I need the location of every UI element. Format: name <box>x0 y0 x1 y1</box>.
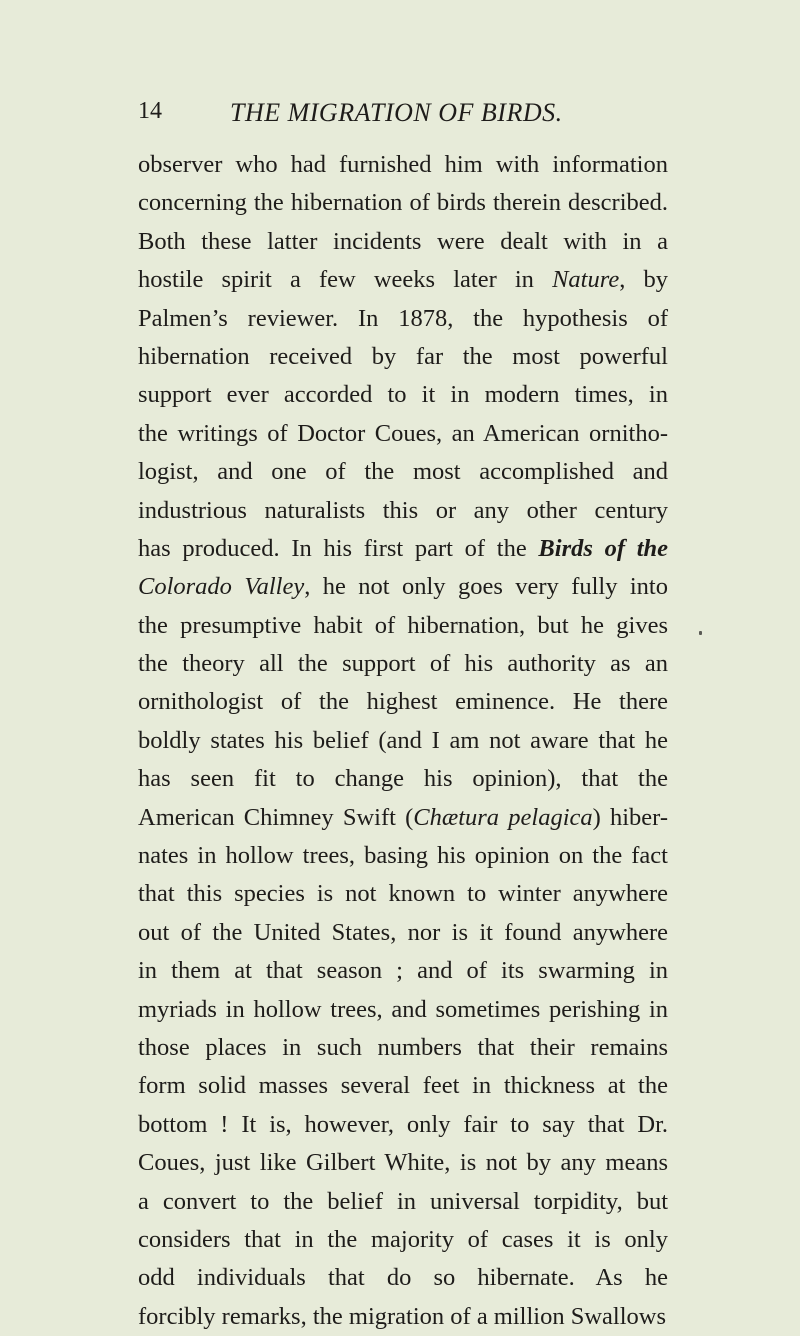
text-line <box>138 875 668 913</box>
text-segment: logist, and one of the most accomplished and <box>138 458 668 486</box>
text-line <box>138 376 668 414</box>
text-segment: considers that in the majority of cases it is only <box>138 1225 668 1253</box>
text-line <box>138 799 668 837</box>
text-segment: Palmen’s reviewer. In 1878, the hypothesis of <box>138 304 668 332</box>
text-line <box>138 1067 668 1105</box>
text-line <box>138 300 668 338</box>
text-segment: the presumptive habit of hibernation, but he gives <box>138 611 668 639</box>
text-segment: support ever accorded to it in modern times, in <box>138 381 668 409</box>
text-line <box>138 760 668 798</box>
text-segment: , by <box>619 266 668 294</box>
text-line <box>138 568 668 606</box>
text-line <box>138 991 668 1029</box>
text-segment: hibernation received by far the most powerful <box>138 342 668 370</box>
text-segment: boldly states his belief (and I am not aware that he <box>138 726 668 754</box>
text-segment: odd individuals that do so hibernate. As he <box>138 1264 668 1292</box>
text-line <box>138 261 668 299</box>
text-line <box>138 607 668 645</box>
text-line <box>138 146 668 184</box>
text-line <box>138 530 668 568</box>
margin-speck <box>699 631 702 635</box>
text-line <box>138 1259 668 1297</box>
text-segment: American Chimney Swift ( <box>138 803 414 831</box>
text-line <box>138 1144 668 1182</box>
running-title: THE MIGRATION OF BIRDS. <box>230 98 563 127</box>
body-text <box>138 146 668 1336</box>
text-line <box>138 1029 668 1067</box>
text-segment: forcibly remarks, the migration of a million Swallows <box>138 1302 667 1330</box>
text-segment: Chætura pelagica <box>413 803 593 831</box>
text-segment: that this species is not known to winter anywhere <box>138 880 668 908</box>
text-line <box>138 645 668 683</box>
text-segment: observer who had furnished him with information <box>138 151 668 178</box>
text-segment: the theory all the support of his authority as an <box>138 650 668 678</box>
text-segment: myriads in hollow trees, and sometimes perishing in <box>138 995 668 1023</box>
text-line <box>138 683 668 721</box>
text-segment: those places in such numbers that their remains <box>138 1033 668 1061</box>
text-line <box>138 223 668 261</box>
text-segment: Birds of the <box>538 534 668 562</box>
text-line <box>138 415 668 453</box>
text-segment: has seen fit to change his opinion), that the <box>138 765 668 793</box>
text-segment: nates in hollow trees, basing his opinion on the fact <box>138 842 668 870</box>
page-number: 14 <box>138 98 162 124</box>
page-header <box>138 98 668 134</box>
text-segment: Nature <box>552 266 620 294</box>
text-line <box>138 952 668 990</box>
text-segment: in them at that season ; and of its swarming in <box>138 957 668 985</box>
text-segment: has produced. In his first part of the <box>138 534 539 562</box>
text-line <box>138 1221 668 1259</box>
text-line <box>138 1298 668 1336</box>
text-segment: form solid masses several feet in thickness at the <box>138 1072 668 1100</box>
text-line <box>138 492 668 530</box>
text-segment: bottom ! It is, however, only fair to say that Dr. <box>138 1110 668 1138</box>
text-line <box>138 837 668 875</box>
text-segment: ornithologist of the highest eminence. He there <box>138 688 668 716</box>
text-segment: industrious naturalists this or any other century <box>138 496 668 524</box>
text-line <box>138 1183 668 1221</box>
text-line <box>138 453 668 491</box>
text-line <box>138 184 668 222</box>
text-segment: Both these latter incidents were dealt with in a <box>138 227 668 255</box>
text-segment: , he not only goes very fully into <box>304 573 668 601</box>
text-segment: concerning the hibernation of birds therein described. <box>138 189 668 217</box>
text-line <box>138 722 668 760</box>
text-segment: a convert to the belief in universal torpidity, but <box>138 1187 668 1215</box>
text-segment: ) hiber- <box>592 803 668 831</box>
text-segment: Colorado Valley <box>138 573 305 601</box>
text-line <box>138 1106 668 1144</box>
text-line <box>138 914 668 952</box>
text-segment: Coues, just like Gilbert White, is not by any means <box>138 1149 668 1177</box>
text-line <box>138 338 668 376</box>
text-segment: the writings of Doctor Coues, an American ornitho- <box>138 419 668 447</box>
text-segment: out of the United States, nor is it found anywhere <box>138 918 668 946</box>
text-segment: hostile spirit a few weeks later in <box>138 266 553 294</box>
